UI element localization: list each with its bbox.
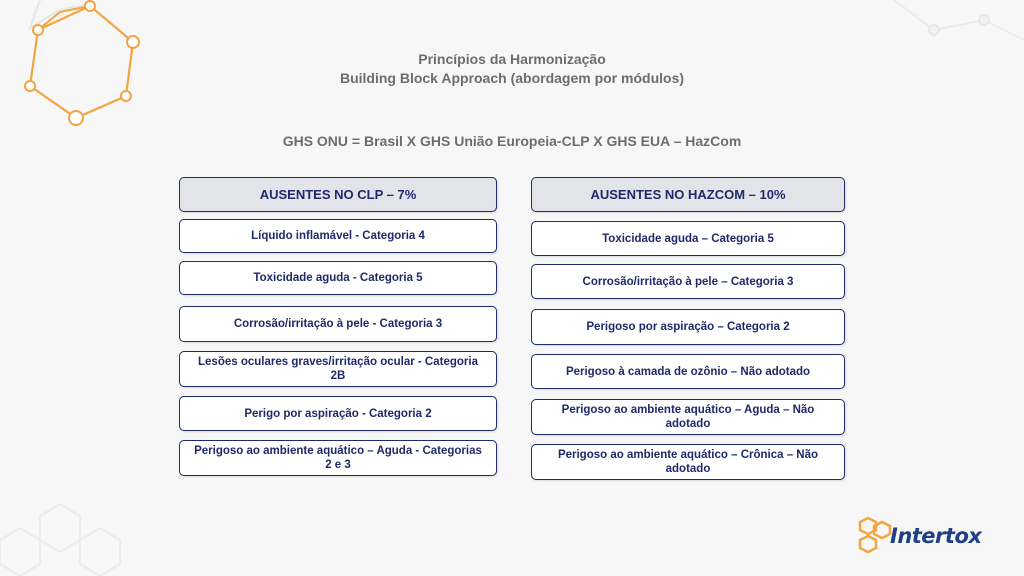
hexagon-pattern-decoration-icon <box>0 456 180 576</box>
title-line-1: Princípios da Harmonização <box>418 51 606 67</box>
hazcom-item: Perigoso por aspiração – Categoria 2 <box>531 309 845 345</box>
comparison-subtitle: GHS ONU = Brasil X GHS União Europeia-CLP X GHS EUA – HazCom <box>282 133 742 149</box>
hazcom-item: Perigoso ao ambiente aquático – Crônica – Não adotado <box>531 444 845 480</box>
clp-item: Perigo por aspiração - Categoria 2 <box>179 396 497 431</box>
hazcom-item: Toxicidade aguda – Categoria 5 <box>531 221 845 256</box>
intertox-logo <box>856 516 986 556</box>
logo-text: Intertox <box>890 524 982 548</box>
hazcom-header: AUSENTES NO HAZCOM – 10% <box>531 177 845 212</box>
clp-item: Perigoso ao ambiente aquático – Aguda - Categorias 2 e 3 <box>179 440 497 476</box>
hazcom-item: Corrosão/irritação à pele – Categoria 3 <box>531 264 845 299</box>
hazcom-item: Perigoso ao ambiente aquático – Aguda – Não adotado <box>531 399 845 435</box>
page-title <box>0 50 1024 88</box>
clp-item: Corrosão/irritação à pele - Categoria 3 <box>179 306 497 342</box>
logo-hexagons-icon <box>856 516 892 556</box>
hazcom-item: Perigoso à camada de ozônio – Não adotado <box>531 354 845 389</box>
clp-item: Líquido inflamável - Categoria 4 <box>179 219 497 253</box>
title-line-2: Building Block Approach (abordagem por módulos) <box>339 70 685 86</box>
clp-header: AUSENTES NO CLP – 7% <box>179 177 497 212</box>
clp-item: Toxicidade aguda - Categoria 5 <box>179 261 497 295</box>
clp-item: Lesões oculares graves/irritação ocular - Categoria 2B <box>179 351 497 387</box>
